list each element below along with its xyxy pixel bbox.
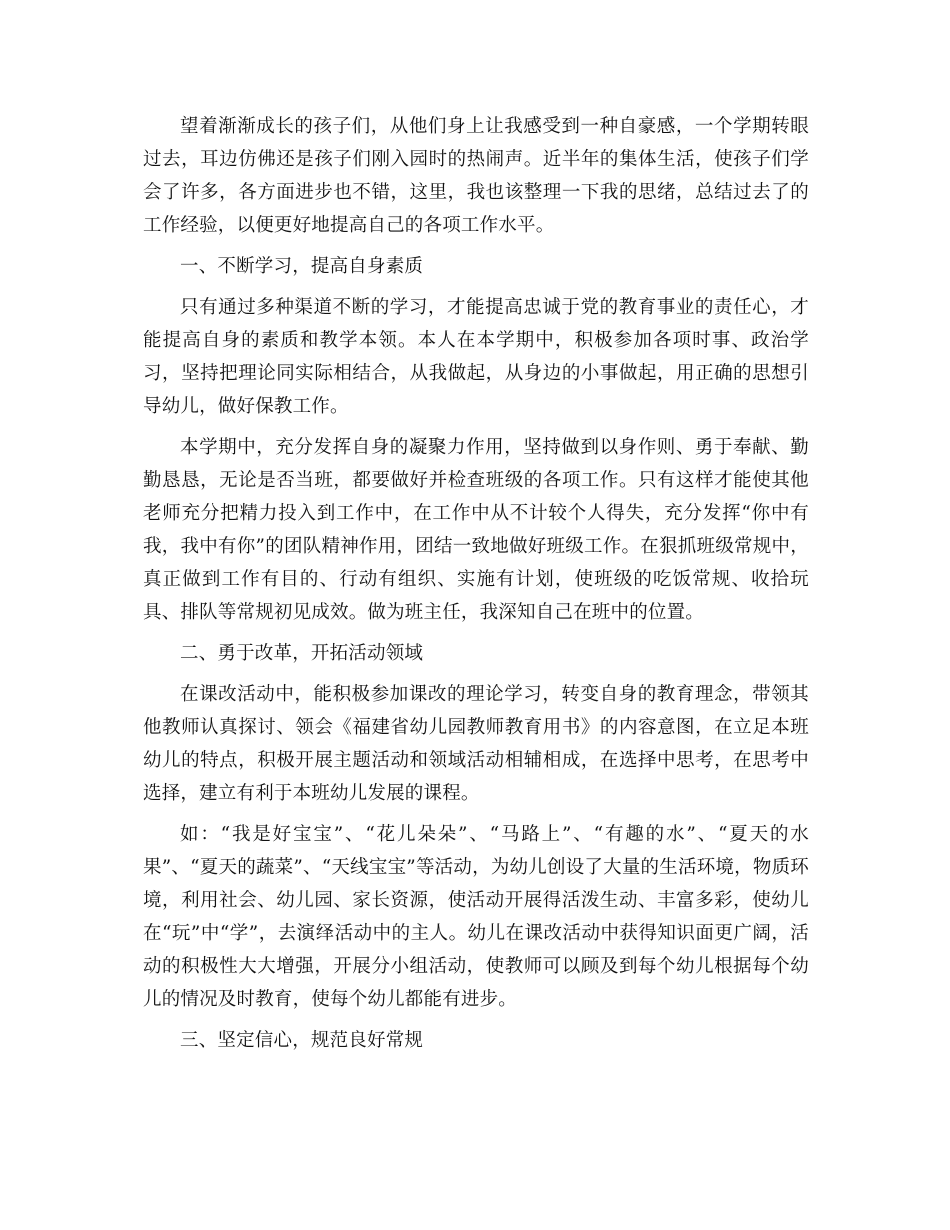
section-heading-1: 一、不断学习，提高自身素质	[180, 256, 424, 277]
document-body	[143, 110, 809, 1065]
section-heading-2: 二、勇于改革，开拓活动领域	[180, 643, 424, 664]
body-paragraph: 在课改活动中，能积极参加课改的理论学习，转变自身的教育理念，带领其他教师认真探讨、领会《福建省幼儿园教师教育用书》的内容意图，在立足本班幼儿的特点，积极开展主题活动和领域活动相辅相成，在选择中思考，在思考中选择，建立有利于本班幼儿发展的课程。	[143, 684, 809, 804]
body-paragraph: 只有通过多种渠道不断的学习，才能提高忠诚于党的教育事业的责任心，才能提高自身的素质和教学本领。本人在本学期中，积极参加各项时事、政治学习，坚持把理论同实际相结合，从我做起，从身边的小事做起，用正确的思想引导幼儿，做好保教工作。	[143, 297, 809, 417]
intro-paragraph: 望着渐渐成长的孩子们，从他们身上让我感受到一种自豪感，一个学期转眼过去，耳边仿佛还是孩子们刚入园时的热闹声。近半年的集体生活，使孩子们学会了许多，各方面进步也不错，这里，我也该整理一下我的思绪，总结过去了的工作经验，以便更好地提高自己的各项工作水平。	[143, 116, 809, 236]
body-paragraph: 本学期中，充分发挥自身的凝聚力作用，坚持做到以身作则、勇于奉献、勤勤恳恳，无论是否当班，都要做好并检查班级的各项工作。只有这样才能使其他老师充分把精力投入到工作中，在工作中从不计较个人得失，充分发挥“你中有我，我中有你”的团队精神作用，团结一致地做好班级工作。在狠抓班级常规中，真正做到工作有目的、行动有组织、实施有计划，使班级的吃饭常规、收拾玩具、排队等常规初见成效。做为班主任，我深知自己在班中的位置。	[143, 437, 809, 623]
section-heading-3: 三、坚定信心，规范良好常规	[180, 1030, 424, 1051]
body-paragraph: 如：“我是好宝宝”、“花儿朵朵”、“马路上”、“有趣的水”、“夏天的水果”、“夏天的蔬菜”、“天线宝宝”等活动，为幼儿创设了大量的生活环境，物质环境，利用社会、幼儿园、家长资源，使活动开展得活泼生动、丰富多彩，使幼儿在“玩”中“学”，去演绎活动中的主人。幼儿在课改活动中获得知识面更广阔，活动的积极性大大增强，开展分小组活动，使教师可以顾及到每个幼儿根据每个幼儿的情况及时教育，使每个幼儿都能有进步。	[143, 824, 809, 1010]
